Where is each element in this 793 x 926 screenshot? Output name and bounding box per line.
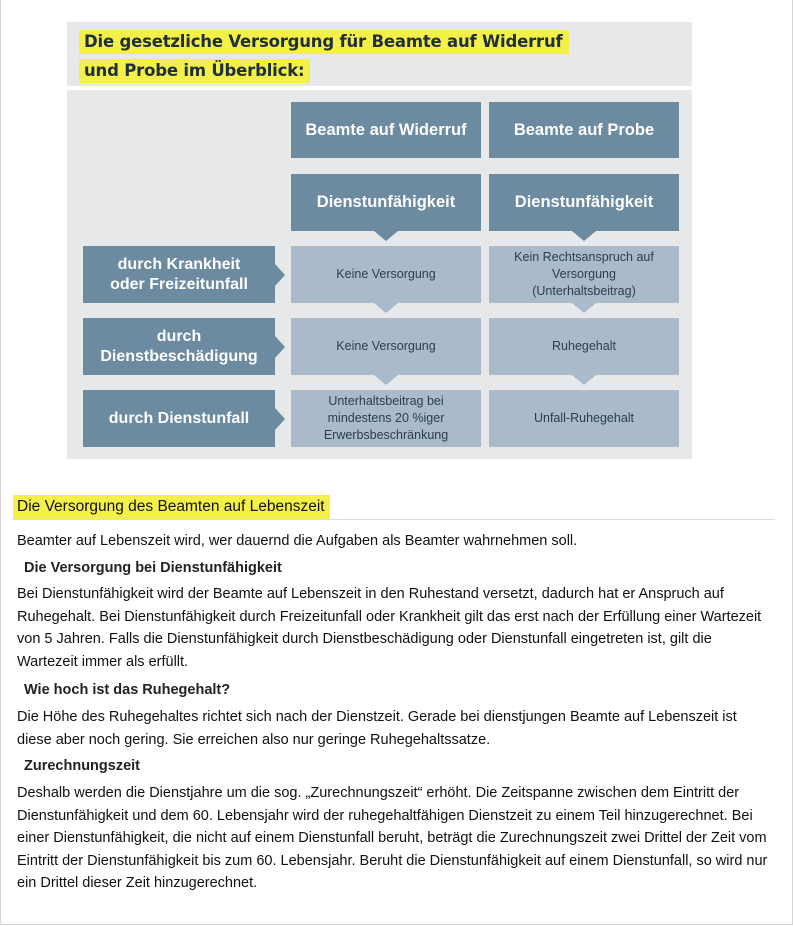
subheader-widerruf: Dienstunfähigkeit <box>291 174 481 231</box>
row-label-dienstbeschaedigung: durch Dienstbeschädigung <box>83 318 275 375</box>
infographic-title-line-2: und Probe im Überblick: <box>79 59 310 83</box>
cell-dienstunfall-probe: Unfall-Ruhegehalt <box>489 390 679 447</box>
column-header-widerruf: Beamte auf Widerruf <box>291 102 481 158</box>
arrow-right-icon <box>275 336 285 358</box>
arrow-down-icon <box>374 375 398 385</box>
arrow-down-icon <box>572 231 596 241</box>
infographic-separator <box>67 86 692 90</box>
subheading-dienstunfaehigkeit: Die Versorgung bei Dienstunfähigkeit <box>24 560 282 576</box>
subheader-probe: Dienstunfähigkeit <box>489 174 679 231</box>
cell-krankheit-widerruf: Keine Versorgung <box>291 246 481 303</box>
arrow-down-icon <box>374 231 398 241</box>
infographic <box>67 22 692 459</box>
section-divider <box>13 519 775 520</box>
arrow-down-icon <box>374 303 398 313</box>
arrow-down-icon <box>572 375 596 385</box>
column-header-probe: Beamte auf Probe <box>489 102 679 158</box>
subheading-ruhegehalt: Wie hoch ist das Ruhegehalt? <box>24 682 231 698</box>
arrow-right-icon <box>275 408 285 430</box>
subheading-zurechnungszeit: Zurechnungszeit <box>24 758 141 774</box>
infographic-title-area <box>67 22 692 86</box>
infographic-title-line-1: Die gesetzliche Versorgung für Beamte auf Widerruf <box>79 30 569 54</box>
arrow-down-icon <box>572 303 596 313</box>
cell-dienstbeschaedigung-widerruf: Keine Versorgung <box>291 318 481 375</box>
paragraph-zurechnungszeit: Deshalb werden die Dienstjahre um die sog. „Zurechnungszeit“ erhöht. Die Zeitspanne zwischen dem Eintritt der Dienstunfähigkeit und dem 60. Lebensjahr wird der ruhegehaltfähigen Dienstzeit zu einem Teil hinzugerechnet. Bei einer Dienstunfähigkeit, die nicht auf einem Dienstunfall beruht, beträgt die Zurechnungszeit zwei Drittel der Zeit vom Eintritt der Dienstunfähigkeit bis zum 60. Lebensjahr. Beruht die Dienstunfähigkeit auf einem Dienstunfall, so wird nur ein Drittel dieser Zeit hinzugerechnet. <box>17 785 768 891</box>
row-label-krankheit: durch Krankheit oder Freizeitunfall <box>83 246 275 303</box>
cell-dienstbeschaedigung-probe: Ruhegehalt <box>489 318 679 375</box>
cell-dienstunfall-widerruf: Unterhaltsbeitrag bei mindestens 20 %iger Erwerbsbeschränkung <box>291 390 481 447</box>
paragraph-ruhegehalt: Die Höhe des Ruhegehaltes richtet sich nach der Dienstzeit. Gerade bei dienstjungen Beamte auf Lebenszeit ist diese aber noch gering. Sie erreichen also nur geringe Ruhegehaltssatze. <box>17 709 737 748</box>
paragraph-dienstunfaehigkeit: Bei Dienstunfähigkeit wird der Beamte auf Lebenszeit in den Ruhestand versetzt, dadurch hat er Anspruch auf Ruhegehalt. Bei Dienstunfähigkeit durch Freizeitunfall oder Krankheit gilt das erst nach der Erfüllung einer Wartezeit von 5 Jahren. Falls die Dienstunfähigkeit durch Dienstbeschädigung oder Dienstunfall eingetreten ist, gilt die Wartezeit immer als erfüllt. <box>17 586 762 670</box>
row-label-dienstunfall: durch Dienstunfall <box>83 390 275 447</box>
section-heading: Die Versorgung des Beamten auf Lebenszeit <box>13 495 330 519</box>
intro-paragraph: Beamter auf Lebenszeit wird, wer dauernd die Aufgaben als Beamter wahrnehmen soll. <box>17 533 578 549</box>
arrow-right-icon <box>275 264 285 286</box>
cell-krankheit-probe: Kein Rechtsanspruch auf Versorgung (Unterhaltsbeitrag) <box>489 246 679 303</box>
